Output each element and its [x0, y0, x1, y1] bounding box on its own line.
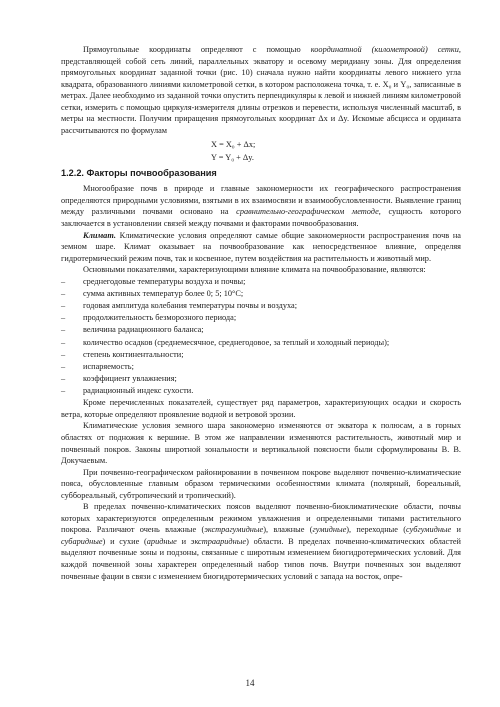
italic-term: экстрааридные [190, 536, 247, 546]
italic-term: субаридные [61, 536, 103, 546]
text-run: и [176, 536, 191, 546]
text-run: и [451, 525, 461, 535]
list-item: – продолжительность безморозного периода; [61, 312, 461, 324]
italic-term: субгумидные [405, 525, 452, 535]
paragraph-bioclimatic [61, 501, 461, 582]
list-item: – величина радиационного баланса; [61, 324, 461, 336]
section-heading: 1.2.2. Факторы почвообразования [61, 168, 217, 179]
bold-term: Климат. [83, 230, 116, 240]
page-number: 14 [245, 678, 255, 688]
italic-term: аридные [146, 536, 177, 546]
list-item: – степень континентальности; [61, 349, 461, 361]
list-item: – коэффициент увлажнения; [61, 373, 461, 385]
text-run: ) области. В пределах почвенно-климатических областей выделяют почвенные зоны и подзоны, связанные с широтным изменением биогидротермических условий. Для каждой почвенной зоны характерен определенный набор типов почв. Внутри почвенных зон выделяют почвенные фации в связи с изменением биогидротермических условий с запада на восток, опре- [61, 536, 461, 581]
formula-block [211, 139, 461, 164]
italic-term: экстрагумидные [204, 525, 264, 535]
list-item: – радиационный индекс сухости. [61, 385, 461, 397]
list-item: – годовая амплитуда колебания температуры почвы и воздуха; [61, 300, 461, 312]
list-item: – количество осадков (среднемесячное, среднегодовое, за теплый и холодный периоды); [61, 337, 461, 349]
paragraph-coordinates [61, 44, 461, 136]
italic-term: гумидные [312, 525, 347, 535]
list-item: – сумма активных температур более 0; 5; 10°С; [61, 288, 461, 300]
paragraph-regionalization: При почвенно-географическом районировании в почвенном покрове выделяют почвенно-климатические пояса, обусловленные главным образом термическими особенностями климата (полярный, бореальный, суббореальный, субтропический и тропический). [61, 467, 461, 500]
indicator-list [61, 276, 461, 398]
text-run: В пределах почвенно-климатических поясов выделяют почвенно-биоклиматические области, почвы которых характеризуются определенным режимом увлажнения и определенными типами растительного покрова. Различают очень влажные ( [61, 502, 461, 535]
paragraph-climate [61, 230, 461, 265]
formula-x: X = X₀ + Δx; [211, 140, 256, 150]
text-run: Многообразие почв в природе и главные закономерности их географического распространения определяются природными условиями, взятыми в их взаимосвязи и взаимообусловленности. Выявление границ между различными почвами основано на [61, 184, 461, 217]
text-run: ) и сухие ( [102, 536, 147, 546]
text-run: Климатические условия определяют самые общие закономерности распространения почв на земном шаре. Климат оказывает на почвообразование как непосредственное влияние, определяя гидротермический режим почв, так и косвенное, путем воздействия на растительность и животный мир. [61, 230, 461, 263]
formula-y: Y = Y₀ + Δy. [211, 152, 254, 162]
italic-term: координатной (километровой) сетки [310, 45, 459, 54]
paragraph-zonality: Климатические условия земного шара закономерно изменяются от экватора к полюсам, а в горных областях от подножия к вершине. В этом же направлении изменяются растительность, животный мир и почвенный покров. Законы широтной зональности и вертикальной поясности были сформулированы В. В. Докучаевым. [61, 421, 461, 466]
list-item: – испаряемость; [61, 361, 461, 373]
italic-term: сравнительно-географическом методе [236, 207, 379, 217]
list-item: – среднегодовые температуры воздуха и почвы; [61, 276, 461, 288]
text-run: Прямоугольные координаты определяют с помощью [83, 45, 311, 54]
paragraph-indicators: Основными показателями, характеризующими влияние климата на почвообразование, являются: [83, 265, 426, 275]
text-run: , сущность которого заключается в установлении связей между почвами и факторами почвообразования. [61, 207, 462, 229]
text-run: , представляющей собой сеть линий, параллельных экватору и осевому меридиану зоны. Для определения прямоугольных координат заданной точки (рис. 10) сначала нужно найти координаты левого нижнего угла квадрата, образованного линиями километровой сетки, в котором расположена точка, т. е. X₀ и Y₀, записанные в метрах. Далее необходимо из заданной точки опустить перпендикуляры к левой и нижней линиям километровой сетки, измерить с помощью циркуля-измерителя длины отрезков и перевести, используя численный масштаб, в метры на местности. Получим приращения прямоугольных координат Δx и Δy. Искомые абсцисса и ордината рассчитываются по формулам [61, 45, 461, 135]
paragraph-other-params: Кроме перечисленных показателей, существует ряд параметров, характеризующих осадки и скорость ветра, которые определяют проявление водной и ветровой эрозии. [61, 398, 461, 419]
text-run: ), переходные ( [346, 525, 406, 535]
text-run: ), влажные ( [263, 525, 313, 535]
paragraph-diversity [61, 183, 461, 229]
